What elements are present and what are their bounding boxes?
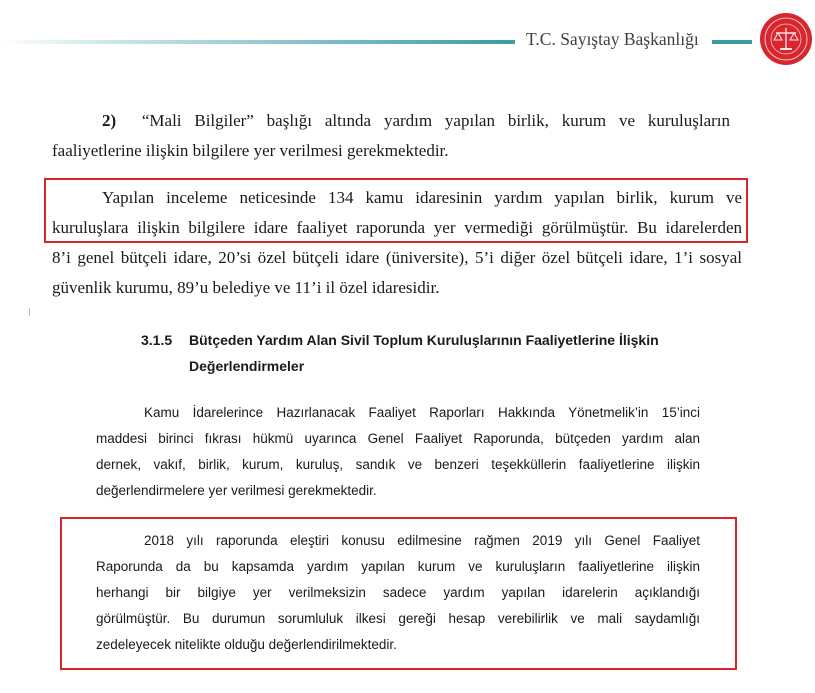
item-2-paragraph — [52, 106, 730, 166]
finding-2-paragraph — [96, 528, 700, 658]
regulation-line-1: Kamu İdarelerince Hazırlanacak Faaliyet Raporları Hakkında Yönetmelik’in 15’inci — [144, 405, 700, 420]
section-heading — [141, 327, 711, 379]
section-title-line-2: Değerlendirmeler — [189, 358, 305, 374]
item-2-line-2: faaliyetlerine ilişkin bilgilere yer verilmesi gerekmektedir. — [52, 141, 449, 160]
regulation-line-3: dernek, vakıf, birlik, kurum, kuruluş, sandık ve benzeri teşekküllerin faaliyetlerine ilişkin — [96, 457, 700, 472]
regulation-line-4: değerlendirmelere yer verilmesi gerekmektedir. — [96, 483, 377, 498]
finding-2-line-4: görülmüştür. Bu durumun sorumluluk ilkesi gereği hesap verebilirlik ve mali saydamlığı — [96, 611, 700, 626]
finding-1-line-3: 8’i genel bütçeli idare, 20’si özel bütçeli idare (üniversite), 5’i diğer özel bütçeli idare, 1’i sosyal — [52, 248, 742, 267]
margin-mark — [29, 308, 30, 316]
regulation-line-2: maddesi birinci fıkrası hükmü uyarınca Genel Faaliyet Raporunda, bütçeden yardım alan — [96, 431, 700, 446]
finding-1-line-2: kuruluşlara ilişkin bilgilere idare faaliyet raporunda yer vermediği görülmüştür. Bu idarelerden — [52, 218, 742, 237]
item-2-text-1: “Mali Bilgiler” başlığı altında yardım yapılan birlik, kurum ve kuruluşların — [141, 111, 730, 130]
finding-1-line-1: Yapılan inceleme neticesinde 134 kamu idaresinin yardım yapılan birlik, kurum ve — [102, 188, 742, 207]
finding-1-line-4: güvenlik kurumu, 89’u belediye ve 11’i il özel idaresidir. — [52, 278, 440, 297]
header-accent-line-right — [712, 40, 752, 44]
header-title: T.C. Sayıştay Başkanlığı — [526, 29, 699, 49]
sayistay-seal-icon — [759, 12, 813, 66]
finding-2-line-2: Raporunda da bu kapsamda yardım yapılan kurum ve kuruluşların faaliyetlerine ilişkin — [96, 559, 700, 574]
header-accent-line — [0, 40, 515, 44]
finding-2-line-1: 2018 yılı raporunda eleştiri konusu edilmesine rağmen 2019 yılı Genel Faaliyet — [144, 533, 700, 548]
item-2-line-1 — [52, 106, 730, 136]
finding-2-line-3: herhangi bir bilgiye yer verilmeksizin sadece yardım yapılan idarelerin açıklandığı — [96, 585, 700, 600]
item-2-number: 2) — [102, 111, 117, 130]
finding-2-line-5: zedeleyecek nitelikte olduğu değerlendirilmektedir. — [96, 637, 397, 652]
section-title-line-1: Bütçeden Yardım Alan Sivil Toplum Kuruluşlarının Faaliyetlerine İlişkin — [189, 332, 659, 348]
section-number: 3.1.5 — [141, 332, 173, 348]
finding-1-paragraph — [52, 183, 742, 303]
regulation-paragraph — [96, 400, 700, 504]
